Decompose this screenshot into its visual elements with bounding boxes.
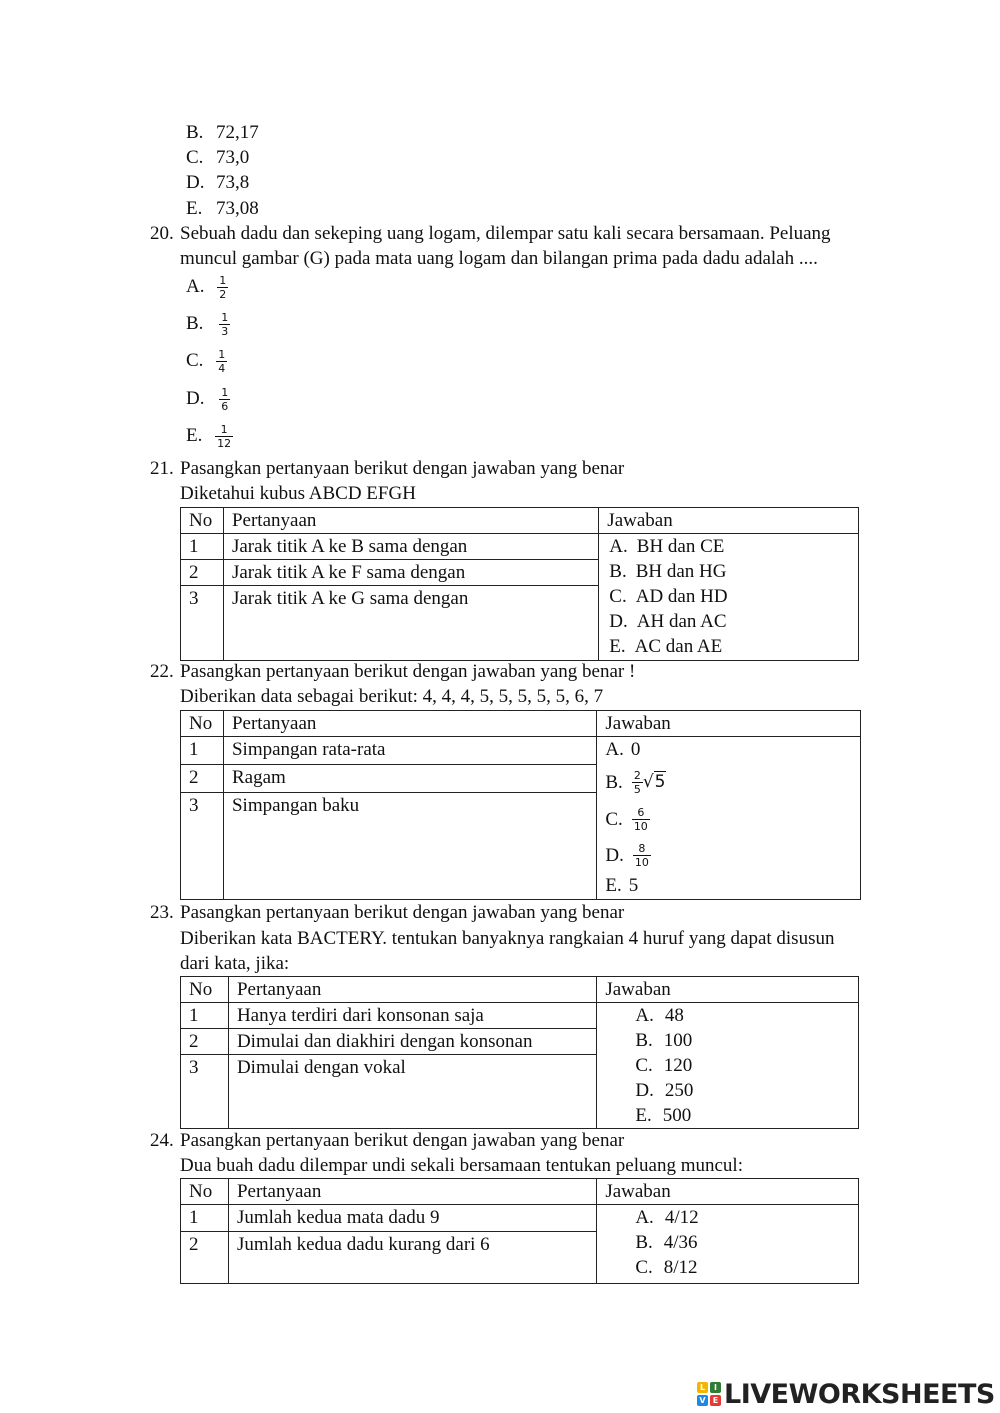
answer-item: C. AD dan HD <box>609 586 728 607</box>
q22-number: 22. <box>150 661 174 682</box>
header-no: No <box>181 711 224 737</box>
q20-option-a: A. $\frac{1}{2}$ <box>186 274 227 302</box>
q19-option-e: E. 73,08 <box>186 198 259 219</box>
q23-answer-list <box>597 1003 859 1129</box>
table-row: 1 Hanya terdiri dari konsonan saja A. 48 B. 100 C. 120 D. 250 E. 500 <box>181 1003 859 1029</box>
header-no: No <box>181 1179 229 1205</box>
fraction: $\frac{1}{6}$ <box>221 386 229 414</box>
logo-wordmark: LIVEWORKSHEETS <box>724 1378 995 1410</box>
answer-item: D. 250 <box>635 1080 694 1101</box>
q24-answer-list <box>597 1205 859 1284</box>
q24-title: Pasangkan pertanyaan berikut dengan jawaban yang benar <box>180 1130 625 1151</box>
fraction: $\frac{1}{12}$ <box>217 423 232 451</box>
answer-item: E. 5 <box>605 875 639 896</box>
q20-option-d: D. $\frac{1}{6}$ <box>186 386 229 414</box>
q21-context: Diketahui kubus ABCD EFGH <box>180 483 416 504</box>
table-row: 2 Dimulai dan diakhiri dengan konsonan <box>181 1029 859 1055</box>
answer-item: B. 100 <box>635 1030 693 1051</box>
answer-item: C. 8/12 <box>635 1257 698 1278</box>
fraction: $\frac{1}{3}$ <box>221 311 229 339</box>
table-row: 2 Ragam <box>181 765 861 793</box>
q20-number: 20. <box>150 223 174 244</box>
header-question: Pertanyaan <box>223 711 596 737</box>
table-row: 3 Jarak titik A ke G sama dengan <box>181 586 859 661</box>
q23-number: 23. <box>150 902 174 923</box>
header-answer: Jawaban <box>597 1179 859 1205</box>
header-question: Pertanyaan <box>223 508 598 534</box>
q24-context: Dua buah dadu dilempar undi sekali bersamaan tentukan peluang muncul: <box>180 1155 743 1176</box>
answer-item: D. AH dan AC <box>609 611 727 632</box>
table-header-row <box>181 711 861 737</box>
answer-item: C. $\frac{6}{10}$ <box>605 805 648 833</box>
square-root: √5 <box>642 771 666 792</box>
table-row: 2 Jumlah kedua dadu kurang dari 6 <box>181 1232 859 1284</box>
q21-answer-list <box>599 534 859 661</box>
q23-title: Pasangkan pertanyaan berikut dengan jawaban yang benar <box>180 902 625 923</box>
answer-item: E. 500 <box>635 1105 692 1126</box>
liveworksheets-logo[interactable] <box>697 1378 995 1410</box>
header-no: No <box>181 977 229 1003</box>
q22-context: Diberikan data sebagai berikut: 4, 4, 4, 5, 5, 5, 5, 5, 6, 7 <box>180 686 604 707</box>
q23-context-line2: dari kata, jika: <box>180 953 290 974</box>
q21-number: 21. <box>150 458 174 479</box>
q24-matching-table <box>180 1178 859 1284</box>
header-answer: Jawaban <box>597 711 861 737</box>
q24-number: 24. <box>150 1130 174 1151</box>
table-row: 3 Dimulai dengan vokal <box>181 1055 859 1129</box>
answer-item: B. $\frac{2}{5}$ √5 <box>605 768 666 796</box>
fraction: $\frac{1}{2}$ <box>219 274 227 302</box>
q21-matching-table <box>180 507 859 661</box>
q23-context-line1: Diberikan kata BACTERY. tentukan banyaknya rangkaian 4 huruf yang dapat disusun <box>180 928 835 949</box>
q22-matching-table <box>180 710 861 900</box>
logo-mark-icon: L I V E <box>697 1382 721 1406</box>
q20-option-b: B. $\frac{1}{3}$ <box>186 311 229 339</box>
header-answer: Jawaban <box>597 977 859 1003</box>
q19-option-b: B. 72,17 <box>186 122 259 143</box>
answer-item: E. AC dan AE <box>609 636 723 657</box>
q22-title: Pasangkan pertanyaan berikut dengan jawaban yang benar ! <box>180 661 636 682</box>
q20-option-e: E. $\frac{1}{12}$ <box>186 423 232 451</box>
table-row: 1 Jumlah kedua mata dadu 9 A. 4/12 B. 4/36 C. 8/12 <box>181 1205 859 1232</box>
table-header-row <box>181 508 859 534</box>
table-header-row <box>181 1179 859 1205</box>
q20-option-c: C. $\frac{1}{4}$ <box>186 348 226 376</box>
header-answer: Jawaban <box>599 508 859 534</box>
answer-item: A. 48 <box>635 1005 684 1026</box>
q22-answer-list <box>597 737 861 900</box>
answer-item: C. 120 <box>635 1055 693 1076</box>
table-row: 3 Simpangan baku <box>181 793 861 900</box>
table-header-row <box>181 977 859 1003</box>
q20-question-line1: Sebuah dadu dan sekeping uang logam, dilempar satu kali secara bersamaan. Peluang <box>180 223 831 244</box>
q21-title: Pasangkan pertanyaan berikut dengan jawaban yang benar <box>180 458 625 479</box>
answer-item: A. 0 <box>605 739 641 760</box>
q19-option-c: C. 73,0 <box>186 147 250 168</box>
header-question: Pertanyaan <box>228 977 596 1003</box>
answer-item: D. $\frac{8}{10}$ <box>605 841 649 869</box>
answer-item: A. 4/12 <box>635 1207 699 1228</box>
fraction: $\frac{1}{4}$ <box>218 348 226 376</box>
answer-item: B. 4/36 <box>635 1232 698 1253</box>
q19-option-d: D. 73,8 <box>186 172 250 193</box>
table-row: 1 Simpangan rata-rata A. 0 B. $\frac{2}{5}$ √5 C. $\frac{6}{10}$ D. $\frac{8}{10}$ E. 5 <box>181 737 861 765</box>
q23-matching-table <box>180 976 859 1129</box>
header-no: No <box>181 508 224 534</box>
fraction: $\frac{8}{10}$ <box>634 841 649 869</box>
table-row: 1 Jarak titik A ke B sama dengan A. BH dan CE B. BH dan HG C. AD dan HD D. AH dan AC E. AC dan AE <box>181 534 859 560</box>
header-question: Pertanyaan <box>228 1179 596 1205</box>
answer-item: B. BH dan HG <box>609 561 727 582</box>
fraction: $\frac{6}{10}$ <box>633 805 648 833</box>
table-row: 2 Jarak titik A ke F sama dengan <box>181 560 859 586</box>
fraction: $\frac{2}{5}$ <box>633 768 641 796</box>
q20-question-line2: muncul gambar (G) pada mata uang logam dan bilangan prima pada dadu adalah .... <box>180 248 818 269</box>
answer-item: A. BH dan CE <box>609 536 725 557</box>
